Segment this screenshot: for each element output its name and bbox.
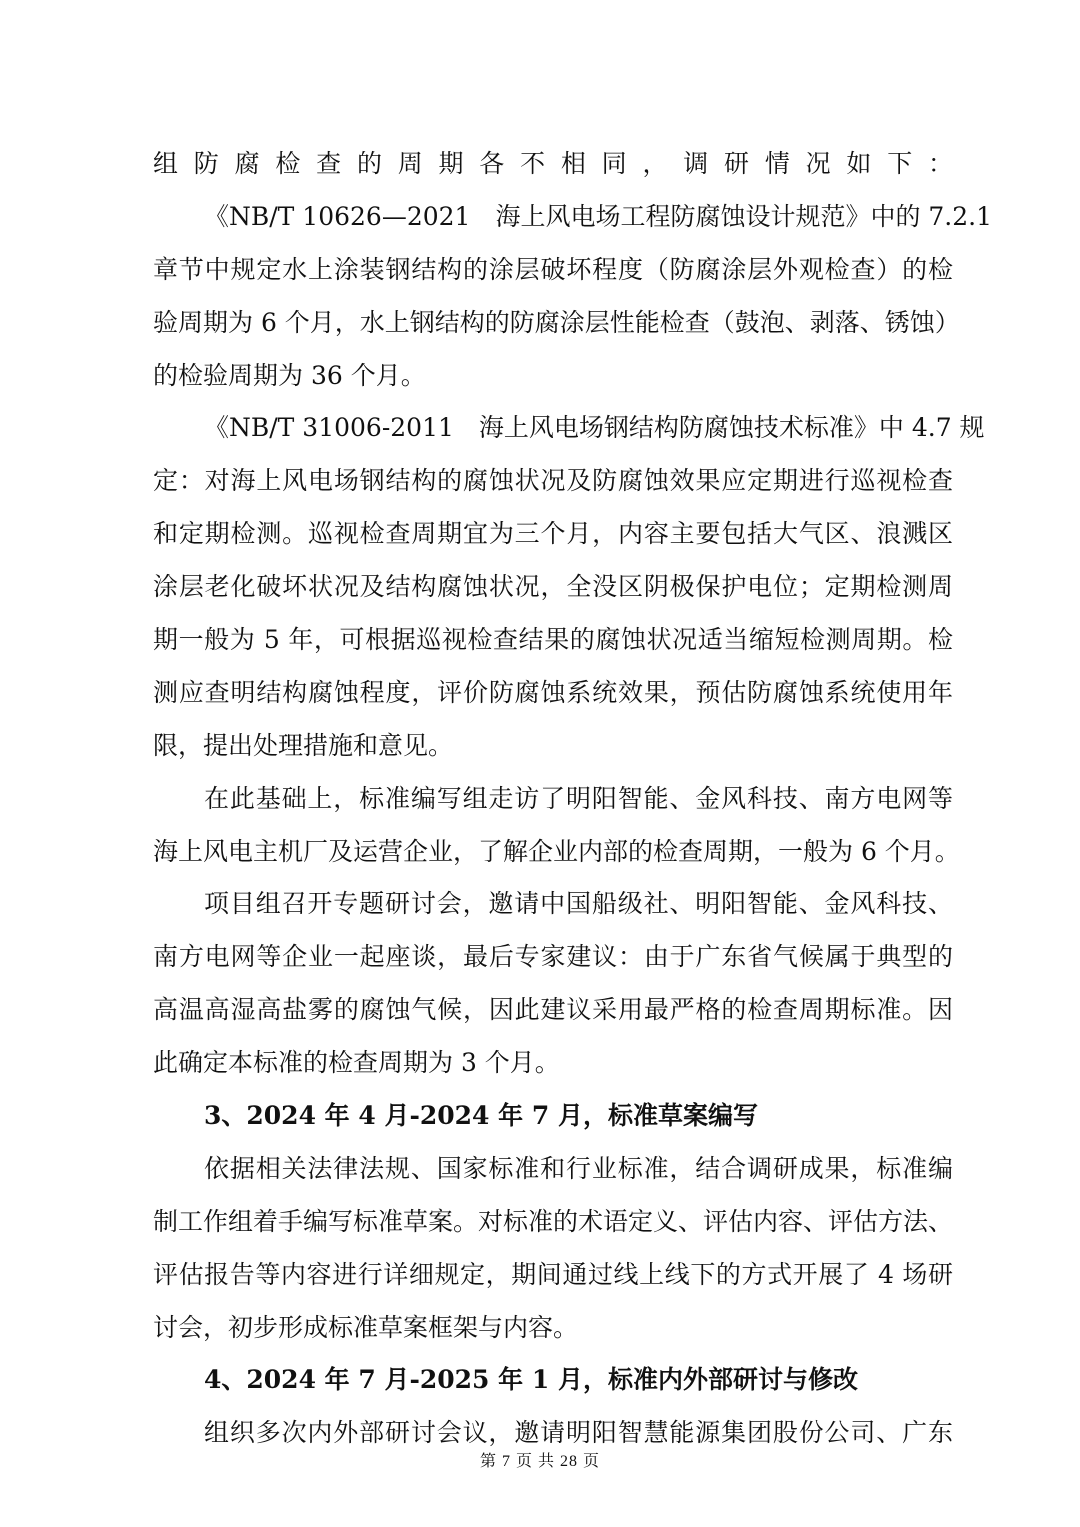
text-line: 此确定本标准的检查周期为 3 个月。 (153, 1048, 560, 1078)
text-line: 制工作组着手编写标准草案。对标准的术语定义、评估内容、评估方法、 (153, 1206, 954, 1236)
text-line: 《NB/T 31006-2011 海上风电场钢结构防腐蚀技术标准》中 4.7 规 (204, 413, 985, 443)
text-line: 期一般为 5 年，可根据巡视检查结果的腐蚀状况适当缩短检测周期。检 (153, 625, 953, 655)
text-line: 定：对海上风电场钢结构的腐蚀状况及防腐蚀效果应定期进行巡视检查 (153, 466, 953, 496)
text-line: 限，提出处理措施和意见。 (153, 730, 454, 760)
text-line: 在此基础上，标准编写组走访了明阳智能、金风科技、南方电网等 (204, 783, 953, 813)
text-line: 组织多次内外部研讨会议，邀请明阳智慧能源集团股份公司、广东 (204, 1418, 953, 1448)
page-number: 第 7 页 共 28 页 (479, 1453, 600, 1470)
text-line: 和定期检测。巡视检查周期宜为三个月，内容主要包括大气区、浪溅区 (153, 519, 953, 549)
text-line: 依据相关法律法规、国家标准和行业标准，结合调研成果，标准编 (204, 1153, 953, 1183)
text-line: 南方电网等企业一起座谈，最后专家建议：由于广东省气候属于典型的 (153, 942, 953, 972)
text-line: 海上风电主机厂及运营企业，了解企业内部的检查周期，一般为 6 个月。 (153, 836, 960, 866)
section-heading: 4、2024 年 7 月-2025 年 1 月，标准内外部研讨与修改 (204, 1365, 858, 1395)
text-line: 章节中规定水上涂装钢结构的涂层破坏程度（防腐涂层外观检查）的检 (153, 254, 953, 284)
text-line: 的检验周期为 36 个月。 (153, 360, 426, 390)
section-heading: 3、2024 年 4 月-2024 年 7 月，标准草案编写 (204, 1101, 758, 1131)
text-line: 验周期为 6 个月，水上钢结构的防腐涂层性能检查（鼓泡、剥落、锈蚀） (153, 307, 960, 337)
text-line: 《NB/T 10626—2021 海上风电场工程防腐蚀设计规范》中的 7.2.1 (204, 201, 993, 231)
text-line: 高温高湿高盐雾的腐蚀气候，因此建议采用最严格的检查周期标准。因 (153, 995, 953, 1025)
body-text (153, 138, 993, 1460)
page-footer (0, 1452, 1080, 1472)
text-line: 组防腐检查的周期各不相同，调研情况如下： (153, 149, 953, 178)
text-line: 测应查明结构腐蚀程度，评价防腐蚀系统效果，预估防腐蚀系统使用年 (153, 677, 953, 707)
text-line: 讨会，初步形成标准草案框架与内容。 (153, 1312, 579, 1342)
text-line: 涂层老化破坏状况及结构腐蚀状况，全没区阴极保护电位；定期检测周 (153, 572, 953, 602)
text-line: 评估报告等内容进行详细规定，期间通过线上线下的方式开展了 4 场研 (153, 1259, 953, 1289)
text-line: 项目组召开专题研讨会，邀请中国船级社、明阳智能、金风科技、 (204, 889, 953, 919)
